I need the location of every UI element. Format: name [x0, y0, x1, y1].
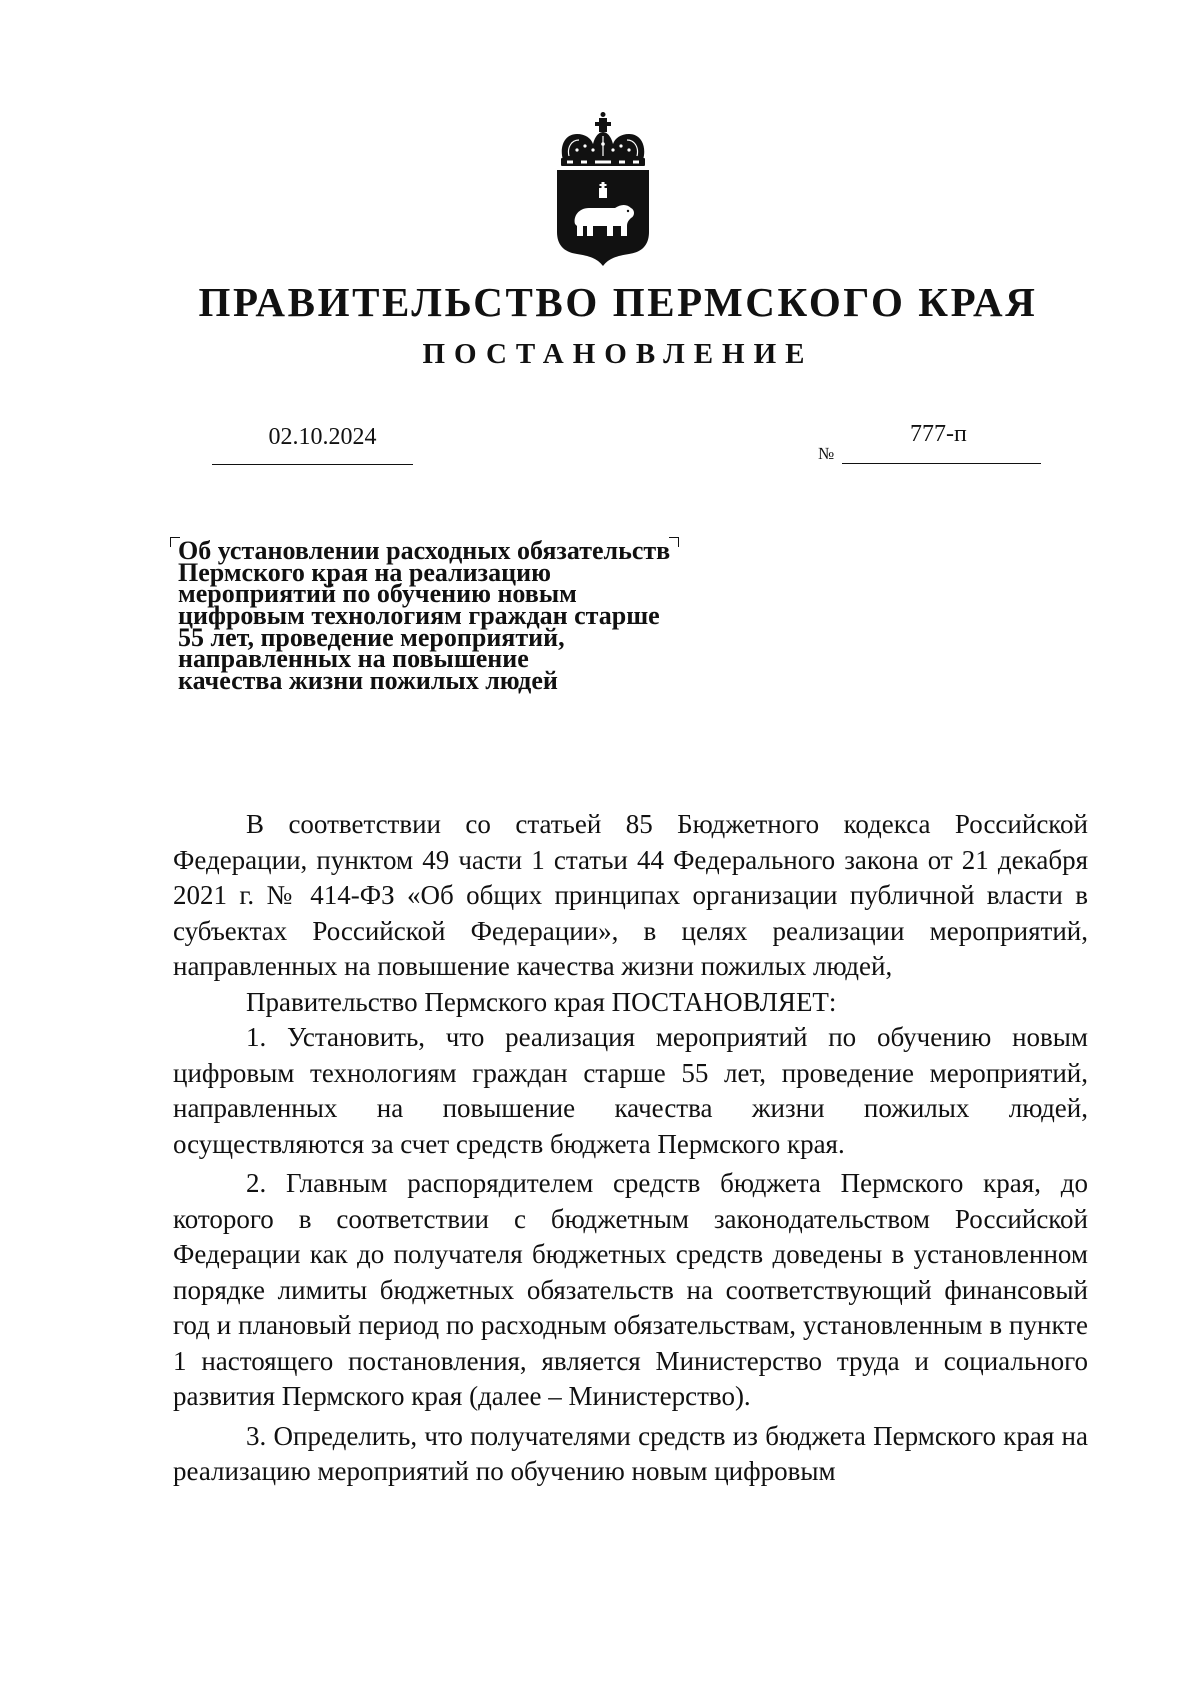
- number-sign: №: [818, 444, 835, 463]
- subject-line: 55 лет, проведение мероприятий,: [178, 622, 565, 652]
- clause-2: 2. Главным распорядителем средств бюджета Пермского края, до которого в соответствии с бюджетным законодательством Российской Федерации как до получателя бюджетных средств доведены в установленном порядке лимиты бюджетных обязательств на соответствующий финансовый год и плановый период по расходным обязательствам, установленным в пункте 1 настоящего постановления, является Министерство труда и социального развития Пермского края (далее – Министерство).: [173, 1168, 1088, 1411]
- clause-3: 3. Определить, что получателями средств из бюджета Пермского края на реализацию мероприятий по обучению новым цифровым: [173, 1420, 1088, 1486]
- document-subject: [178, 536, 738, 696]
- document-type: ПОСТАНОВЛЕНИЕ: [422, 338, 814, 370]
- document-body: [173, 807, 1088, 1490]
- document-date-value: 02.10.2024: [268, 424, 377, 450]
- shield-icon: [557, 170, 649, 266]
- subject-line: мероприятий по обучению новым: [178, 579, 577, 609]
- document-number: [842, 420, 1041, 464]
- preamble-paragraph: В соответствии со статьей 85 Бюджетного кодекса Российской Федерации, пунктом 49 части 1 статьи 44 Федерального закона от 21 декабря 2021 г. № 414-ФЗ «Об общих принципах организации публичной власти в субъектах Российской Федерации», в целях реализации мероприятий, направленных на повышение качества жизни пожилых людей,: [173, 809, 1088, 981]
- government-name: ПРАВИТЕЛЬСТВО ПЕРМСКОГО КРАЯ: [198, 279, 1038, 325]
- crown-icon: [561, 112, 645, 166]
- coat-of-arms-icon: [555, 112, 651, 268]
- document-number-value: 777-п: [910, 421, 967, 447]
- subject-line: качества жизни пожилых людей: [178, 666, 558, 696]
- subject-line: Об установлении расходных обязательств: [178, 536, 671, 565]
- document-date: [212, 424, 413, 465]
- subject-line: Пермского края на реализацию: [178, 557, 551, 587]
- subject-line: цифровым технологиям граждан старше: [178, 601, 660, 631]
- resolution-statement: Правительство Пермского края ПОСТАНОВЛЯЕТ:: [246, 986, 837, 1017]
- subject-line: направленных на повышение: [178, 644, 529, 674]
- clause-1: 1. Установить, что реализация мероприятий по обучению новым цифровым технологиям граждан старше 55 лет, проведение мероприятий, направленных на повышение качества жизни пожилых людей, осуществляются за счет средств бюджета Пермского края.: [173, 1022, 1088, 1159]
